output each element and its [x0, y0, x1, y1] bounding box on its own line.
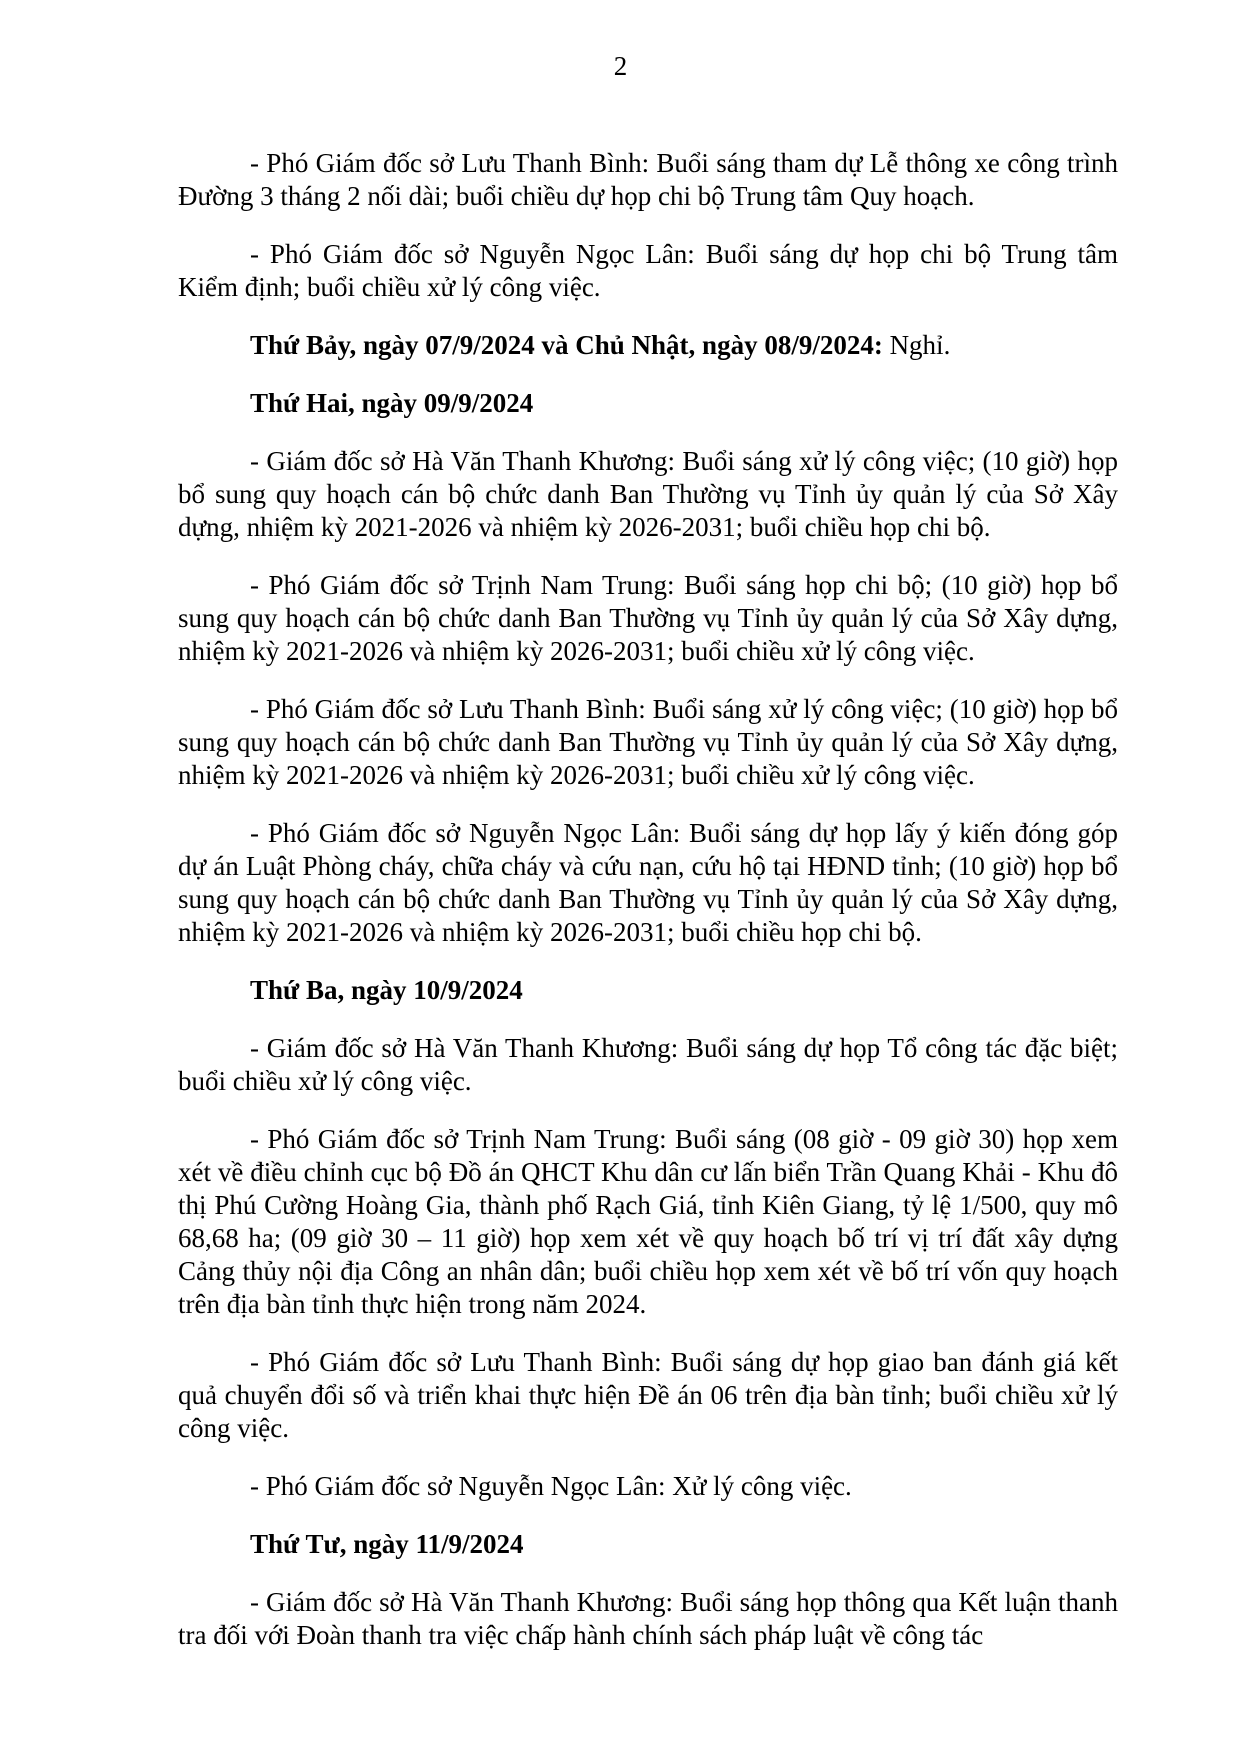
page-number: 2 [613, 51, 628, 81]
paragraph: - Phó Giám đốc sở Lưu Thanh Bình: Buổi sáng tham dự Lễ thông xe công trình Đường 3 tháng 2 nối dài; buổi chiều dự họp chi bộ Trung tâm Quy hoạch. [178, 148, 1118, 211]
paragraph: - Phó Giám đốc sở Nguyễn Ngọc Lân: Xử lý công việc. [250, 1471, 852, 1501]
day-heading-text: Thứ Bảy, ngày 07/9/2024 và Chủ Nhật, ngày 08/9/2024: [250, 330, 883, 360]
day-heading: Thứ Tư, ngày 11/9/2024 [250, 1529, 524, 1559]
day-heading: Thứ Ba, ngày 10/9/2024 [250, 975, 523, 1005]
day-heading-tail: Nghỉ. [882, 330, 951, 360]
document-body [178, 147, 1118, 1677]
paragraph: - Giám đốc sở Hà Văn Thanh Khương: Buổi sáng xử lý công việc; (10 giờ) họp bổ sung quy hoạch cán bộ chức danh Ban Thường vụ Tỉnh ủy quản lý của Sở Xây dựng, nhiệm kỳ 2021-2026 và nhiệm kỳ 2026-2031; buổi chiều họp chi bộ. [178, 446, 1118, 542]
paragraph: - Phó Giám đốc sở Nguyễn Ngọc Lân: Buổi sáng dự họp chi bộ Trung tâm Kiểm định; buổi chiều xử lý công việc. [178, 239, 1118, 302]
day-heading: Thứ Hai, ngày 09/9/2024 [250, 388, 534, 418]
paragraph: - Phó Giám đốc sở Trịnh Nam Trung: Buổi sáng (08 giờ - 09 giờ 30) họp xem xét về điều chỉnh cục bộ Đồ án QHCT Khu dân cư lấn biển Trần Quang Khải - Khu đô thị Phú Cường Hoàng Gia, thành phố Rạch Giá, tỉnh Kiên Giang, tỷ lệ 1/500, quy mô 68,68 ha; (09 giờ 30 – 11 giờ) họp xem xét về quy hoạch bố trí vị trí đất xây dựng Cảng thủy nội địa Công an nhân dân; buổi chiều họp xem xét về bố trí vốn quy hoạch trên địa bàn tỉnh thực hiện trong năm 2024. [178, 1124, 1118, 1319]
paragraph: - Phó Giám đốc sở Trịnh Nam Trung: Buổi sáng họp chi bộ; (10 giờ) họp bổ sung quy hoạch cán bộ chức danh Ban Thường vụ Tỉnh ủy quản lý của Sở Xây dựng, nhiệm kỳ 2021-2026 và nhiệm kỳ 2026-2031; buổi chiều xử lý công việc. [178, 570, 1118, 666]
day-heading [178, 329, 1118, 362]
paragraph: - Giám đốc sở Hà Văn Thanh Khương: Buổi sáng dự họp Tổ công tác đặc biệt; buổi chiều xử lý công việc. [178, 1033, 1118, 1096]
paragraph: - Phó Giám đốc sở Lưu Thanh Bình: Buổi sáng xử lý công việc; (10 giờ) họp bổ sung quy hoạch cán bộ chức danh Ban Thường vụ Tỉnh ủy quản lý của Sở Xây dựng, nhiệm kỳ 2021-2026 và nhiệm kỳ 2026-2031; buổi chiều xử lý công việc. [178, 694, 1118, 790]
paragraph: - Phó Giám đốc sở Nguyễn Ngọc Lân: Buổi sáng dự họp lấy ý kiến đóng góp dự án Luật Phòng cháy, chữa cháy và cứu nạn, cứu hộ tại HĐND tỉnh; (10 giờ) họp bổ sung quy hoạch cán bộ chức danh Ban Thường vụ Tỉnh ủy quản lý của Sở Xây dựng, nhiệm kỳ 2021-2026 và nhiệm kỳ 2026-2031; buổi chiều họp chi bộ. [178, 818, 1118, 947]
paragraph: - Phó Giám đốc sở Lưu Thanh Bình: Buổi sáng dự họp giao ban đánh giá kết quả chuyển đổi số và triển khai thực hiện Đề án 06 trên địa bàn tỉnh; buổi chiều xử lý công việc. [178, 1347, 1118, 1443]
paragraph: - Giám đốc sở Hà Văn Thanh Khương: Buổi sáng họp thông qua Kết luận thanh tra đối với Đoàn thanh tra việc chấp hành chính sách pháp luật về công tác [178, 1587, 1118, 1650]
